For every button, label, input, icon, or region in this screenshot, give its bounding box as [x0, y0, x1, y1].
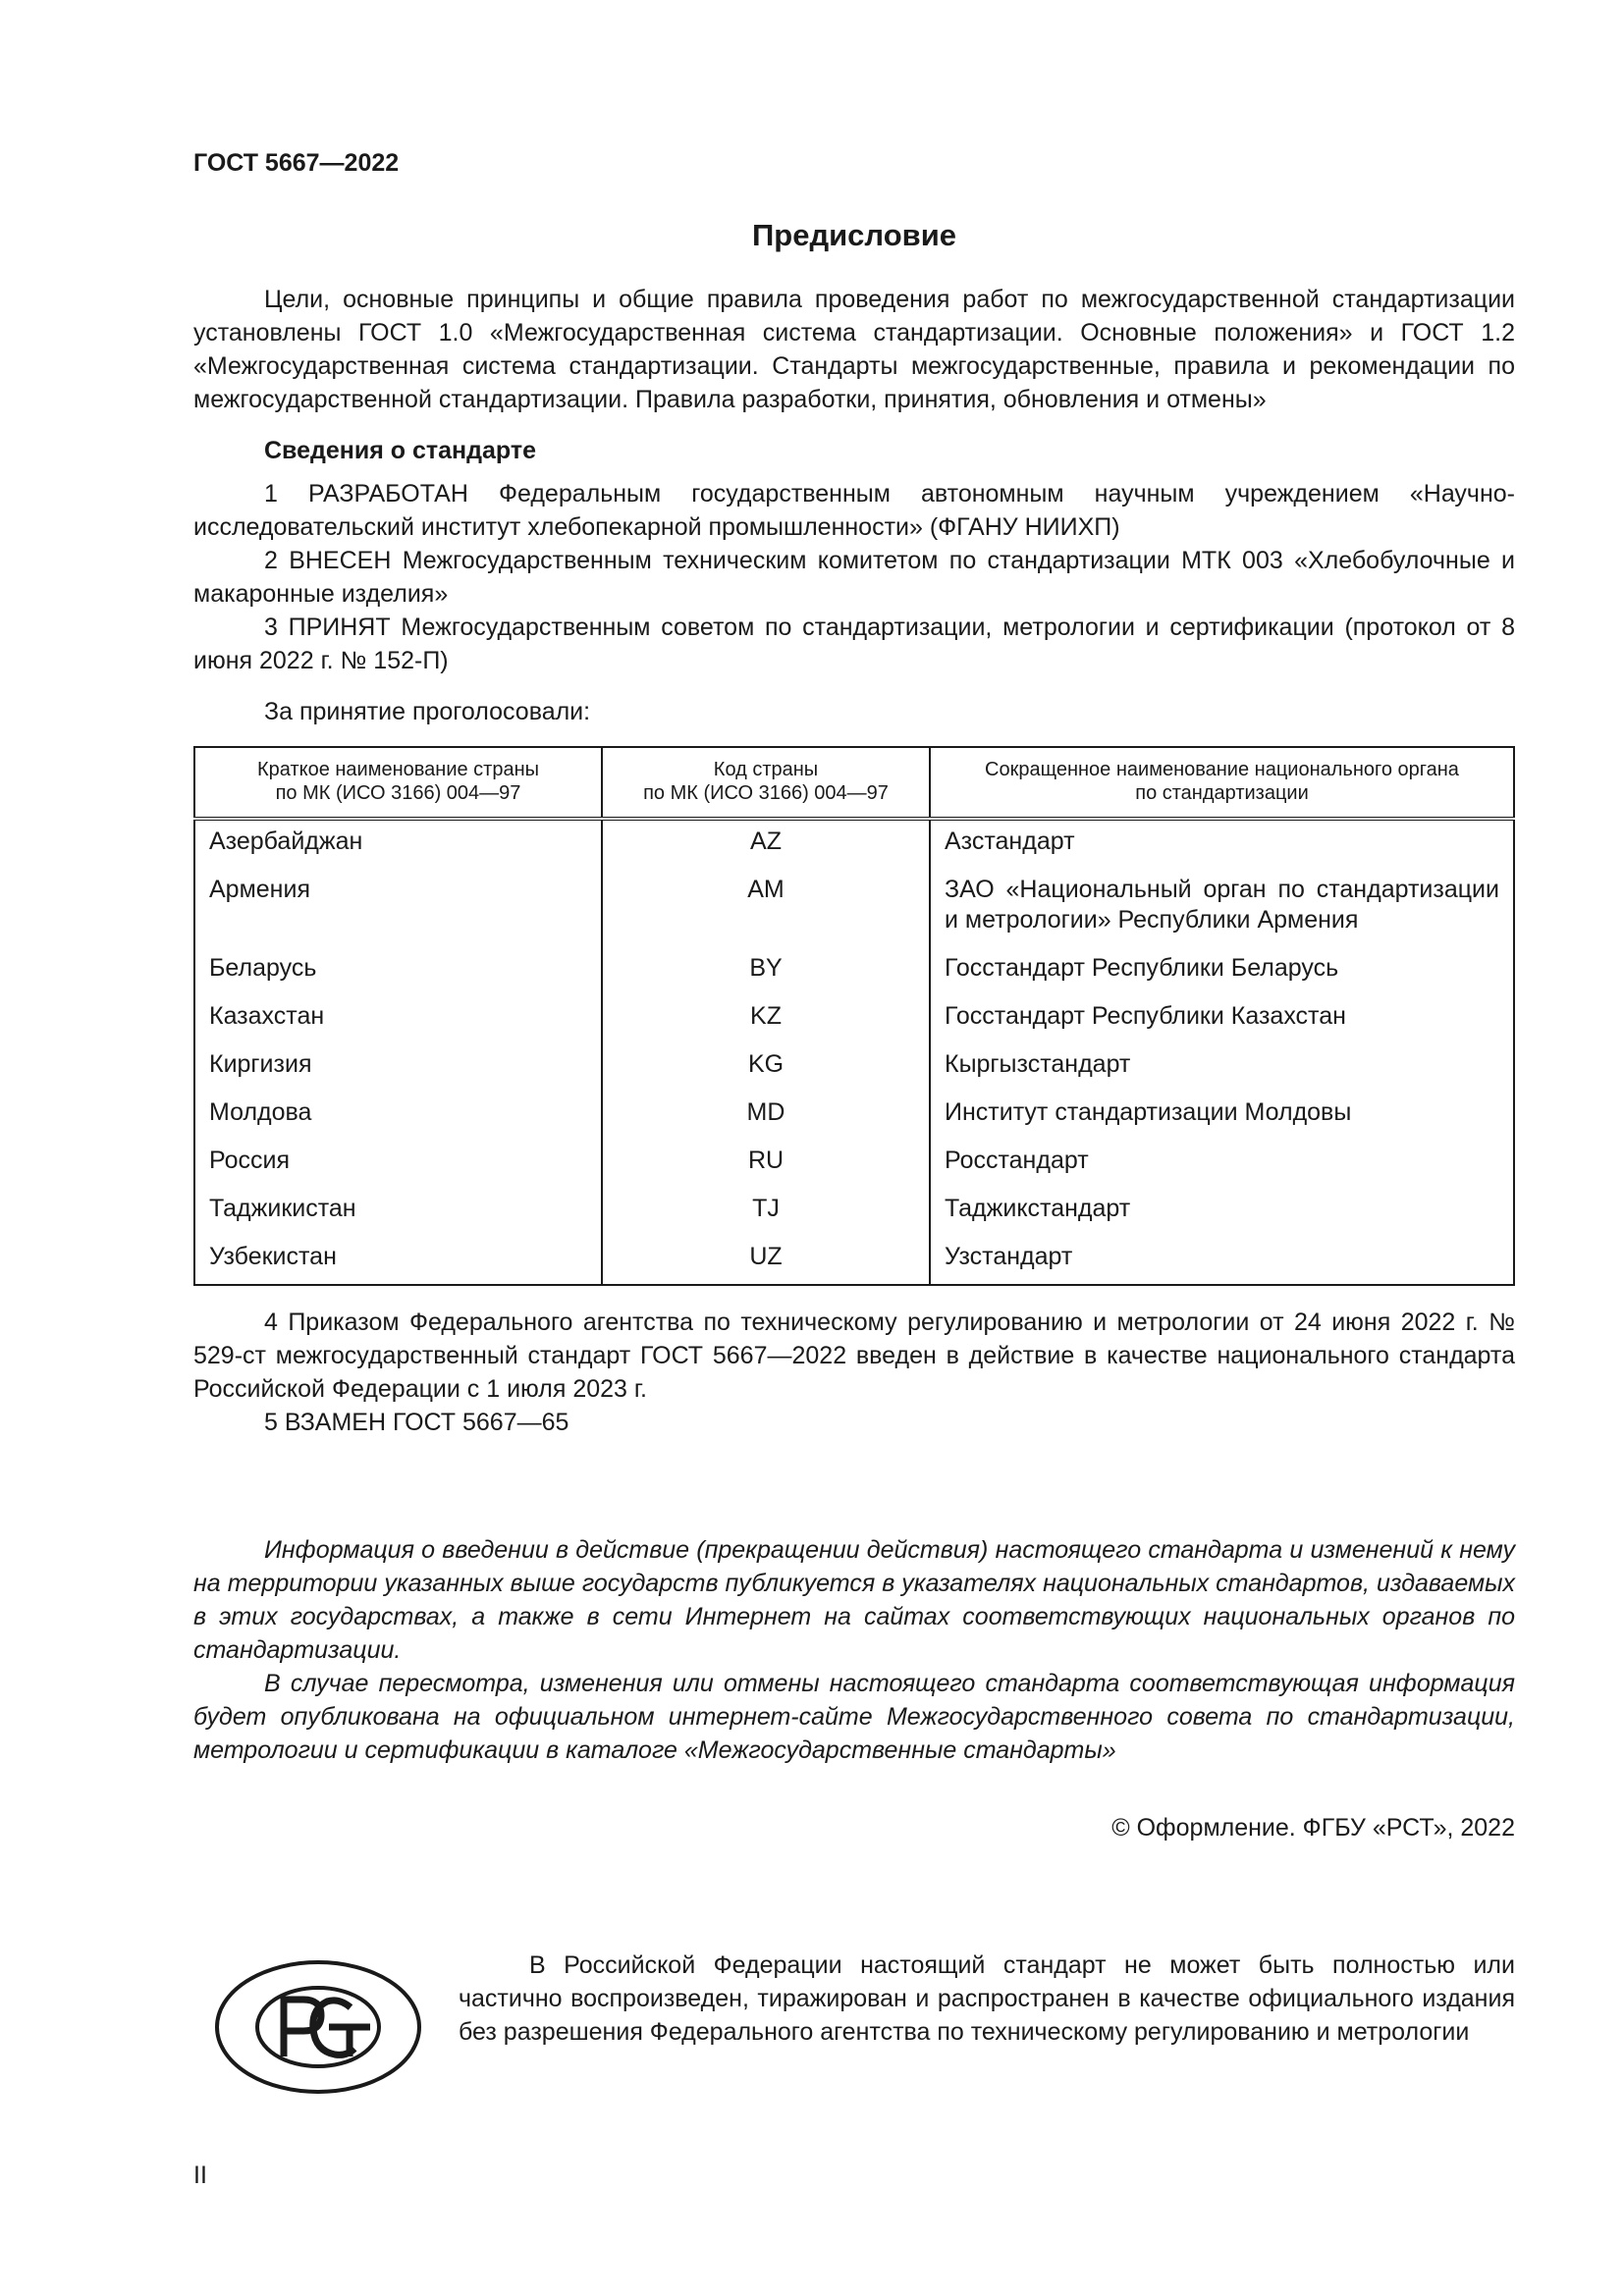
cell-org: Госстандарт Республики Беларусь — [945, 954, 1339, 982]
table-row — [194, 1092, 1514, 1140]
header-code: Код страны по МК (ИСО 3166) 004—97 — [602, 747, 930, 819]
cell-country: Армения — [194, 869, 602, 947]
table-row — [194, 947, 1514, 995]
cell-code: RU — [602, 1140, 930, 1188]
table-row — [194, 1140, 1514, 1188]
item-4: 4 Приказом Федерального агентства по техническому регулированию и метрологии от 24 июня 2022 г. № 529-ст межгосударственный стандарт ГОСТ 5667—2022 введен в действие в качестве национального стандарта Российской Федерации с 1 июля 2023 г. — [193, 1308, 1515, 1403]
page-content — [193, 218, 1515, 1842]
table-row — [194, 869, 1514, 947]
info-heading: Сведения о стандарте — [264, 437, 537, 464]
rst-logo-icon — [213, 1958, 424, 2096]
copyright-notice — [459, 1949, 1515, 2049]
cell-code: MD — [602, 1092, 930, 1140]
intro-paragraph: Цели, основные принципы и общие правила проведения работ по межгосударственной стандартизации установлены ГОСТ 1.0 «Межгосударственная система стандартизации. Основные положения» и ГОСТ 1.2 «Межгосударственная система стандартизации. Стандарты межгосударственные, правила и рекомендации по межгосударственной стандартизации. Правила разработки, принятия, обновления и отмены» — [193, 286, 1515, 413]
table-row — [194, 1043, 1514, 1092]
cell-code: BY — [602, 947, 930, 995]
table-header-row — [194, 747, 1514, 819]
item-5: 5 ВЗАМЕН ГОСТ 5667—65 — [264, 1409, 569, 1436]
document-id: ГОСТ 5667—2022 — [193, 149, 400, 177]
table-row — [194, 1188, 1514, 1236]
cell-org: Институт стандартизации Молдовы — [945, 1098, 1352, 1126]
cell-country: Казахстан — [194, 995, 602, 1043]
cell-code: KZ — [602, 995, 930, 1043]
item-1: 1 РАЗРАБОТАН Федеральным государственным автономным научным учреждением «Научно-исследовательский институт хлебопекарной промышленности» (ФГАНУ НИИХП) — [193, 480, 1515, 541]
cell-org: Узстандарт — [945, 1243, 1073, 1270]
cell-country: Россия — [194, 1140, 602, 1188]
cell-code: AZ — [602, 819, 930, 869]
italic-note-2: В случае пересмотра, изменения или отмены настоящего стандарта соответствующая информация будет опубликована на официальном интернет-сайте Межгосударственного совета по стандартизации, метрологии и сертификации в каталоге «Межгосударственные стандарты» — [193, 1670, 1515, 1764]
cell-code: UZ — [602, 1236, 930, 1285]
cell-country: Азербайджан — [194, 819, 602, 869]
italic-note-1: Информация о введении в действие (прекращении действия) настоящего стандарта и изменений к нему на территории указанных выше государств публикуется в указателях национальных стандартов, издаваемых в этих государствах, а также в сети Интернет на сайтах соответствующих национальных органов по стандартизации. — [193, 1536, 1515, 1664]
page-number: II — [193, 2162, 207, 2189]
cell-org: Росстандарт — [945, 1147, 1089, 1174]
cell-org: Таджикстандарт — [945, 1195, 1131, 1222]
cell-country: Беларусь — [194, 947, 602, 995]
countries-table — [193, 746, 1515, 1286]
cell-org: ЗАО «Национальный орган по стандартизации и метрологии» Республики Армения — [945, 876, 1499, 934]
item-2: 2 ВНЕСЕН Межгосударственным техническим комитетом по стандартизации МТК 003 «Хлебобулочные и макаронные изделия» — [193, 547, 1515, 608]
cell-country: Узбекистан — [194, 1236, 602, 1285]
cell-country: Киргизия — [194, 1043, 602, 1092]
cell-country: Молдова — [194, 1092, 602, 1140]
cell-code: TJ — [602, 1188, 930, 1236]
cell-country: Таджикистан — [194, 1188, 602, 1236]
cell-org: Азстандарт — [945, 828, 1075, 855]
header-country: Краткое наименование страны по МК (ИСО 3166) 004—97 — [194, 747, 602, 819]
page-title: Предисловие — [751, 218, 956, 252]
vote-label: За принятие проголосовали: — [264, 698, 591, 725]
notice-text: В Российской Федерации настоящий стандарт не может быть полностью или частично воспроизведен, тиражирован и распространен в качестве официального издания без разрешения Федерального агентства по техническому регулированию и метрологии — [459, 1951, 1515, 2046]
footer — [193, 1949, 1515, 2135]
cell-code: AM — [602, 869, 930, 947]
header-org: Сокращенное наименование национального органа по стандартизации — [930, 747, 1514, 819]
table-row — [194, 995, 1514, 1043]
copyright: © Оформление. ФГБУ «РСТ», 2022 — [1111, 1814, 1515, 1842]
cell-code: KG — [602, 1043, 930, 1092]
table-row — [194, 1236, 1514, 1285]
italic-notes — [193, 1533, 1515, 1767]
item-3: 3 ПРИНЯТ Межгосударственным советом по стандартизации, метрологии и сертификации (протокол от 8 июня 2022 г. № 152-П) — [193, 614, 1515, 674]
cell-org: Госстандарт Республики Казахстан — [945, 1002, 1346, 1030]
table-row — [194, 819, 1514, 869]
cell-org: Кыргызстандарт — [945, 1050, 1131, 1078]
